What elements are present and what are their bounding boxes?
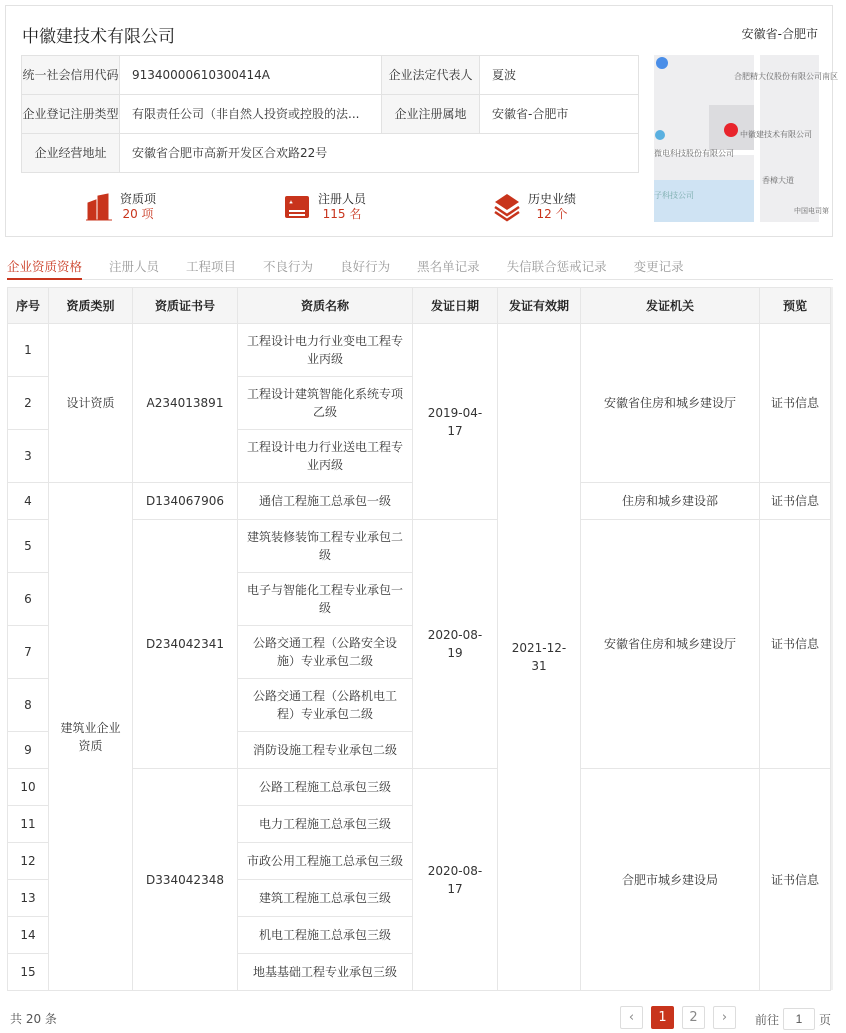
qualification-name: 工程设计建筑智能化系统专项乙级 <box>238 377 413 430</box>
authority-cell: 合肥市城乡建设局 <box>581 769 760 991</box>
cert-info-link[interactable]: 证书信息 <box>760 324 831 483</box>
header-preview: 预览 <box>760 288 831 324</box>
stat-history-projects[interactable]: 历史业绩 12 个 <box>494 192 576 222</box>
svg-text:微电科技股份有限公司: 微电科技股份有限公司 <box>654 149 734 158</box>
row-no: 9 <box>8 732 49 769</box>
header-authority: 发证机关 <box>581 288 760 324</box>
header-valid-until: 发证有效期 <box>498 288 581 324</box>
row-no: 4 <box>8 483 49 520</box>
row-no: 14 <box>8 917 49 954</box>
table-header <box>8 288 831 324</box>
tab-change-records[interactable]: 变更记录 <box>633 259 684 274</box>
svg-text:中国电司第: 中国电司第 <box>794 207 829 215</box>
qualification-name: 建筑装修装饰工程专业承包二级 <box>238 520 413 573</box>
tab-projects[interactable]: 工程项目 <box>186 259 237 274</box>
address: 安徽省合肥市高新开发区合欢路22号 <box>120 134 639 173</box>
stat-registered-staff[interactable]: 注册人员 115 名 <box>284 192 366 222</box>
reg-type: 有限责任公司（非自然人投资或控股的法... <box>120 95 382 134</box>
company-name: 中徽建技术有限公司 <box>22 27 175 47</box>
company-info-table <box>21 55 639 173</box>
row-no: 10 <box>8 769 49 806</box>
svg-text:中徽建技术有限公司: 中徽建技术有限公司 <box>740 130 812 139</box>
page-suffix: 页 <box>819 1012 832 1027</box>
reg-place: 安徽省-合肥市 <box>480 95 639 134</box>
qualification-name: 公路交通工程（公路机电工程）专业承包二级 <box>238 679 413 732</box>
cert-info-link[interactable]: 证书信息 <box>760 769 831 991</box>
authority-cell: 安徽省住房和城乡建设厅 <box>581 324 760 483</box>
qualification-name: 通信工程施工总承包一级 <box>238 483 413 520</box>
certificate-icon <box>284 193 310 221</box>
cert-no-cell: D334042348 <box>133 769 238 991</box>
cert-no-cell: D234042341 <box>133 520 238 769</box>
header-cert-no: 资质证书号 <box>133 288 238 324</box>
issue-date-cell: 2020-08-17 <box>413 769 498 991</box>
tab-registered-staff[interactable]: 注册人员 <box>109 259 160 274</box>
qualification-name: 建筑工程施工总承包三级 <box>238 880 413 917</box>
authority-cell: 安徽省住房和城乡建设厅 <box>581 520 760 769</box>
goto-page-input[interactable] <box>783 1008 815 1030</box>
svg-text:合肥精大仪股份有限公司南区: 合肥精大仪股份有限公司南区 <box>734 72 838 81</box>
reg-place-label: 企业注册属地 <box>382 95 480 134</box>
row-no: 13 <box>8 880 49 917</box>
stat-qualifications[interactable]: 资质项 20 项 <box>86 192 156 222</box>
goto-label: 前往 <box>755 1012 780 1027</box>
authority-cell: 住房和城乡建设部 <box>581 483 760 520</box>
qualification-name: 电力工程施工总承包三级 <box>238 806 413 843</box>
reg-type-label: 企业登记注册类型 <box>22 95 120 134</box>
category-cell: 建筑业企业资质 <box>49 483 133 991</box>
tab-good-behavior[interactable]: 良好行为 <box>340 259 391 274</box>
page-2-button[interactable]: 2 <box>682 1006 705 1029</box>
row-no: 1 <box>8 324 49 377</box>
legal-rep-label: 企业法定代表人 <box>382 56 480 95</box>
qualification-table <box>7 287 831 991</box>
qualification-table-scroll[interactable] <box>7 287 833 990</box>
tab-qualifications[interactable]: 企业资质资格 <box>7 250 82 280</box>
next-page-button[interactable]: › <box>713 1006 736 1029</box>
goto-page <box>755 1008 831 1030</box>
tab-credit-punishment[interactable]: 失信联合惩戒记录 <box>506 259 607 274</box>
company-region: 安徽省-合肥市 <box>741 27 818 41</box>
pagination <box>620 1006 744 1029</box>
location-map[interactable] <box>654 55 838 222</box>
cert-info-link[interactable]: 证书信息 <box>760 483 831 520</box>
issue-date-cell: 2019-04-17 <box>413 324 498 520</box>
section-tabs <box>7 250 833 280</box>
legal-rep: 夏波 <box>480 56 639 95</box>
tab-bad-behavior[interactable]: 不良行为 <box>263 259 314 274</box>
row-no: 6 <box>8 573 49 626</box>
qualification-name: 机电工程施工总承包三级 <box>238 917 413 954</box>
cert-info-link[interactable]: 证书信息 <box>760 520 831 769</box>
qualification-name: 地基基础工程专业承包三级 <box>238 954 413 991</box>
row-no: 15 <box>8 954 49 991</box>
qualification-name: 市政公用工程施工总承包三级 <box>238 843 413 880</box>
qualification-name: 消防设施工程专业承包二级 <box>238 732 413 769</box>
row-no: 7 <box>8 626 49 679</box>
header-category: 资质类别 <box>49 288 133 324</box>
page-1-button[interactable]: 1 <box>651 1006 674 1029</box>
qualification-name: 工程设计电力行业送电工程专业丙级 <box>238 430 413 483</box>
credit-code: 91340000610300414A <box>120 56 382 95</box>
valid-until-cell: 2021-12-31 <box>498 324 581 991</box>
tab-blacklist[interactable]: 黑名单记录 <box>417 259 480 274</box>
svg-text:香樟大道: 香樟大道 <box>762 176 794 185</box>
row-no: 2 <box>8 377 49 430</box>
header-issue-date: 发证日期 <box>413 288 498 324</box>
building-icon <box>86 193 112 221</box>
total-count: 共 20 条 <box>10 1012 57 1026</box>
row-no: 5 <box>8 520 49 573</box>
table-row <box>8 324 831 377</box>
row-no: 11 <box>8 806 49 843</box>
prev-page-button[interactable]: ‹ <box>620 1006 643 1029</box>
company-card <box>5 5 838 237</box>
qualification-name: 公路交通工程（公路安全设施）专业承包二级 <box>238 626 413 679</box>
cert-no-cell: A234013891 <box>133 324 238 483</box>
cert-no-cell: D134067906 <box>133 483 238 520</box>
qualification-name: 公路工程施工总承包三级 <box>238 769 413 806</box>
header-name: 资质名称 <box>238 288 413 324</box>
address-label: 企业经营地址 <box>22 134 120 173</box>
credit-code-label: 统一社会信用代码 <box>22 56 120 95</box>
qualification-name: 电子与智能化工程专业承包一级 <box>238 573 413 626</box>
header-no: 序号 <box>8 288 49 324</box>
row-no: 3 <box>8 430 49 483</box>
category-cell: 设计资质 <box>49 324 133 483</box>
issue-date-cell: 2020-08-19 <box>413 520 498 769</box>
map-graphic <box>654 55 838 222</box>
layers-icon <box>494 193 520 221</box>
row-no: 8 <box>8 679 49 732</box>
row-no: 12 <box>8 843 49 880</box>
svg-text:子科技公司: 子科技公司 <box>654 191 694 200</box>
qualification-name: 工程设计电力行业变电工程专业丙级 <box>238 324 413 377</box>
